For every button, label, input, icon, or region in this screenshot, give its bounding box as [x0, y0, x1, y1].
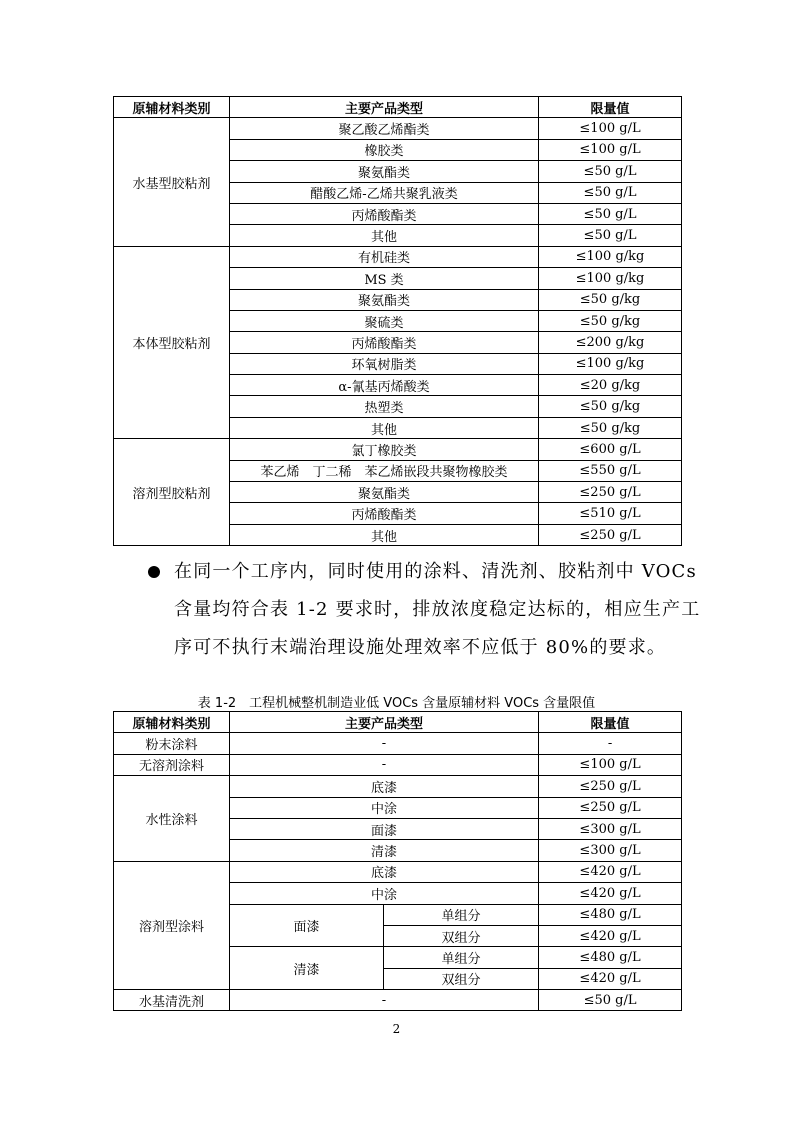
limit-cell: ≤100 g/L — [539, 754, 682, 775]
limit-cell: ≤100 g/kg — [539, 268, 682, 289]
column-header: 原辅材料类别 — [114, 712, 230, 733]
limit-cell: ≤480 g/L — [539, 904, 682, 925]
table-row — [114, 439, 682, 460]
product-type-cell: 聚氨酯类 — [230, 482, 539, 503]
component-cell: 单组分 — [384, 947, 539, 968]
product-type-cell: 醋酸乙烯-乙烯共聚乳液类 — [230, 182, 539, 203]
limit-cell: ≤250 g/L — [539, 524, 682, 545]
product-type-cell: 聚氨酯类 — [230, 161, 539, 182]
paragraph-line: 序可不执行末端治理设施处理效率不应低于 80%的要求。 — [174, 637, 667, 658]
product-type-cell: α-氰基丙烯酸类 — [230, 375, 539, 396]
component-cell: 双组分 — [384, 925, 539, 946]
product-type-cell: - — [230, 754, 539, 775]
table-row — [114, 861, 682, 882]
limit-cell: ≤420 g/L — [539, 925, 682, 946]
limit-cell: ≤420 g/L — [539, 968, 682, 989]
limit-cell: ≤50 g/L — [539, 182, 682, 203]
limit-cell: ≤250 g/L — [539, 776, 682, 797]
product-type-cell: 中涂 — [230, 797, 539, 818]
page-number: 2 — [392, 1022, 401, 1036]
limit-cell: ≤100 g/L — [539, 139, 682, 160]
category-cell: 溶剂型涂料 — [114, 861, 230, 989]
limit-cell: ≤200 g/kg — [539, 332, 682, 353]
product-type-cell: - — [230, 733, 539, 754]
table-row — [114, 246, 682, 267]
product-type-cell: 热塑类 — [230, 396, 539, 417]
product-type-cell: 聚氨酯类 — [230, 289, 539, 310]
category-cell: 水基型胶粘剂 — [114, 118, 230, 246]
limit-cell: ≤100 g/L — [539, 118, 682, 139]
limit-cell: ≤300 g/L — [539, 840, 682, 861]
product-type-cell: 丙烯酸酯类 — [230, 203, 539, 224]
table-row — [114, 733, 682, 754]
product-type-cell: 清漆 — [230, 840, 539, 861]
limit-cell: ≤100 g/kg — [539, 353, 682, 374]
table-row — [114, 776, 682, 797]
bullet-icon — [148, 566, 160, 578]
product-type-cell: 氯丁橡胶类 — [230, 439, 539, 460]
product-type-cell: 其他 — [230, 417, 539, 438]
product-type-cell: 其他 — [230, 524, 539, 545]
paragraph-line: 在同一个工序内，同时使用的涂料、清洗剂、胶粘剂中 VOCs — [174, 561, 697, 582]
product-type-cell: 中涂 — [230, 883, 539, 904]
product-type-cell: 面漆 — [230, 818, 539, 839]
product-type-cell: 聚乙酸乙烯酯类 — [230, 118, 539, 139]
column-header: 主要产品类型 — [230, 97, 539, 118]
product-type-cell: 其他 — [230, 225, 539, 246]
limit-cell: ≤50 g/kg — [539, 289, 682, 310]
adhesive-voc-limits-table — [113, 96, 682, 546]
coating-voc-limits-table — [113, 711, 682, 1011]
limit-cell: ≤50 g/L — [539, 990, 682, 1011]
limit-cell: ≤50 g/L — [539, 225, 682, 246]
product-type-cell: 清漆 — [230, 947, 384, 990]
product-type-cell: 底漆 — [230, 861, 539, 882]
limit-cell: ≤100 g/kg — [539, 246, 682, 267]
category-cell: 无溶剂涂料 — [114, 754, 230, 775]
column-header: 主要产品类型 — [230, 712, 539, 733]
limit-cell: ≤300 g/L — [539, 818, 682, 839]
column-header: 原辅材料类别 — [114, 97, 230, 118]
product-type-cell: 有机硅类 — [230, 246, 539, 267]
limit-cell: ≤50 g/kg — [539, 396, 682, 417]
product-type-cell: 面漆 — [230, 904, 384, 947]
limit-cell: ≤50 g/L — [539, 161, 682, 182]
product-type-cell: 丙烯酸酯类 — [230, 332, 539, 353]
limit-cell: ≤510 g/L — [539, 503, 682, 524]
limit-cell: ≤20 g/kg — [539, 375, 682, 396]
column-header: 限量值 — [539, 97, 682, 118]
limit-cell: ≤480 g/L — [539, 947, 682, 968]
limit-cell: ≤420 g/L — [539, 883, 682, 904]
category-cell: 溶剂型胶粘剂 — [114, 439, 230, 546]
component-cell: 单组分 — [384, 904, 539, 925]
product-type-cell: 苯乙烯 丁二稀 苯乙烯嵌段共聚物橡胶类 — [230, 460, 539, 481]
category-cell: 粉末涂料 — [114, 733, 230, 754]
product-type-cell: 环氧树脂类 — [230, 353, 539, 374]
product-type-cell: 丙烯酸酯类 — [230, 503, 539, 524]
limit-cell: ≤600 g/L — [539, 439, 682, 460]
paragraph-line: 含量均符合表 1-2 要求时，排放浓度稳定达标的，相应生产工 — [174, 599, 701, 620]
limit-cell: - — [539, 733, 682, 754]
product-type-cell: - — [230, 990, 539, 1011]
table-caption: 表 1-2 工程机械整机制造业低 VOCs 含量原辅材料 VOCs 含量限值 — [197, 696, 596, 711]
column-header: 限量值 — [539, 712, 682, 733]
product-type-cell: MS 类 — [230, 268, 539, 289]
limit-cell: ≤250 g/L — [539, 797, 682, 818]
category-cell: 本体型胶粘剂 — [114, 246, 230, 439]
category-cell: 水基清洗剂 — [114, 990, 230, 1011]
limit-cell: ≤50 g/L — [539, 203, 682, 224]
product-type-cell: 聚硫类 — [230, 310, 539, 331]
limit-cell: ≤250 g/L — [539, 482, 682, 503]
table-row — [114, 754, 682, 775]
limit-cell: ≤550 g/L — [539, 460, 682, 481]
limit-cell: ≤50 g/kg — [539, 310, 682, 331]
product-type-cell: 底漆 — [230, 776, 539, 797]
product-type-cell: 橡胶类 — [230, 139, 539, 160]
category-cell: 水性涂料 — [114, 776, 230, 862]
component-cell: 双组分 — [384, 968, 539, 989]
table-row — [114, 118, 682, 139]
limit-cell: ≤50 g/kg — [539, 417, 682, 438]
limit-cell: ≤420 g/L — [539, 861, 682, 882]
table-row — [114, 990, 682, 1011]
